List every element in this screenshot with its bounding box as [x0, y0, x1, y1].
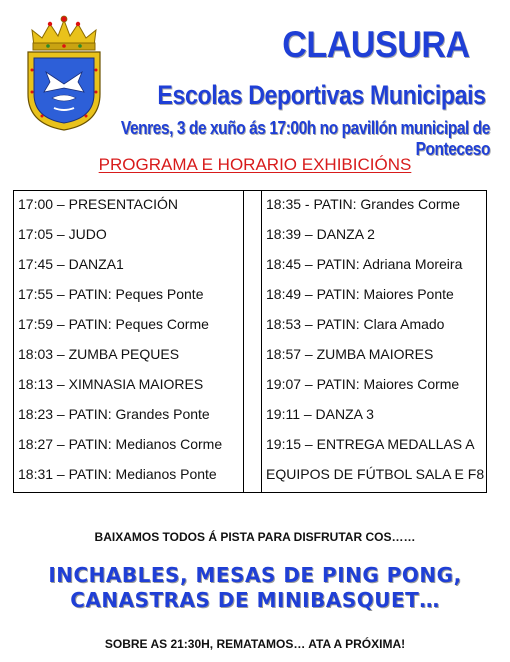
schedule-item: 17:05 – JUDO — [18, 226, 107, 242]
schedule-item: 18:03 – ZUMBA PEQUES — [18, 346, 180, 362]
coat-of-arms-icon — [22, 12, 106, 132]
schedule-item: EQUIPOS DE FÚTBOL SALA E F8 — [266, 466, 485, 482]
schedule-item: 19:07 – PATIN: Maiores Corme — [266, 376, 460, 392]
schedule-item: 18:45 – PATIN: Adriana Moreira — [266, 256, 463, 272]
schedule-item: 17:45 – DANZA1 — [18, 256, 124, 272]
invite-line: BAIXAMOS TODOS Á PISTA PARA DISFRUTAR COS…… — [94, 530, 416, 544]
schedule-item: 18:53 – PATIN: Clara Amado — [266, 316, 445, 332]
schedule-item: 18:39 – DANZA 2 — [266, 226, 375, 242]
schedule-item: 19:15 – ENTREGA MEDALLAS A — [266, 436, 475, 452]
schedule-item: 18:27 – PATIN: Medianos Corme — [18, 436, 223, 452]
schedule-item: 18:57 – ZUMBA MAIORES — [266, 346, 434, 362]
event-title: CLAUSURA — [282, 24, 470, 65]
activities-line-2: CANASTRAS DE MINIBASQUET… — [70, 588, 440, 612]
program-heading: PROGRAMA E HORARIO EXHIBICIÓNS — [98, 155, 412, 174]
event-subtitle: Escolas Deportivas Municipais — [157, 80, 486, 110]
schedule-left-column — [14, 191, 244, 492]
schedule-item: 18:31 – PATIN: Medianos Ponte — [18, 466, 217, 482]
schedule-divider — [244, 191, 262, 492]
schedule-item: 18:49 – PATIN: Maiores Ponte — [266, 286, 454, 302]
activities-line-1: INCHABLES, MESAS DE PING PONG, — [48, 563, 462, 587]
event-date-line: Venres, 3 de xuño ás 17:00h no pavillón municipal de Ponteceso — [120, 118, 490, 159]
schedule-item: 17:00 – PRESENTACIÓN — [18, 196, 179, 212]
schedule-item: 19:11 – DANZA 3 — [266, 406, 374, 422]
closing-line: SOBRE AS 21:30H, REMATAMOS… ATA A PRÓXIMA! — [104, 637, 406, 651]
schedule-item: 18:13 – XIMNASIA MAIORES — [18, 376, 204, 392]
schedule-item: 18:23 – PATIN: Grandes Ponte — [18, 406, 210, 422]
schedule-right-column — [262, 191, 485, 492]
schedule-table — [13, 190, 487, 493]
schedule-item: 17:59 – PATIN: Peques Corme — [18, 316, 209, 332]
schedule-item: 18:35 - PATIN: Grandes Corme — [266, 196, 460, 212]
schedule-item: 17:55 – PATIN: Peques Ponte — [18, 286, 204, 302]
